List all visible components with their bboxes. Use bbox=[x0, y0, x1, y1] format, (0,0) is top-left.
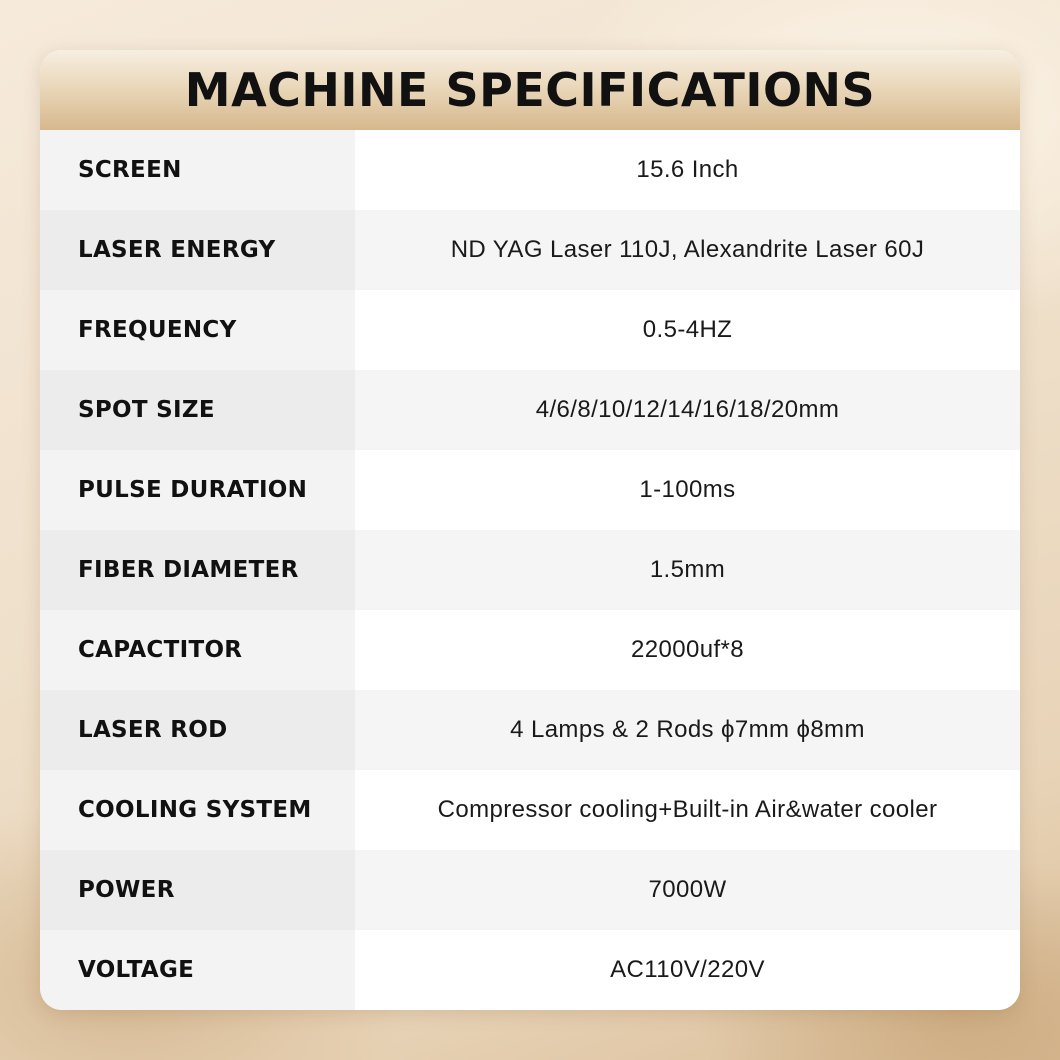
spec-row-spot-size bbox=[40, 370, 1020, 450]
spec-value: 7000W bbox=[355, 850, 1020, 930]
spec-value: 4/6/8/10/12/14/16/18/20mm bbox=[355, 370, 1020, 450]
spec-row-laser-energy bbox=[40, 210, 1020, 290]
spec-row-power bbox=[40, 850, 1020, 930]
spec-label: POWER bbox=[40, 850, 355, 930]
spec-row-voltage bbox=[40, 930, 1020, 1010]
spec-label: LASER ENERGY bbox=[40, 210, 355, 290]
page-title: MACHINE SPECIFICATIONS bbox=[184, 63, 876, 117]
spec-label: SCREEN bbox=[40, 130, 355, 210]
spec-label: FIBER DIAMETER bbox=[40, 530, 355, 610]
spec-row-cooling-system bbox=[40, 770, 1020, 850]
spec-value: 1.5mm bbox=[355, 530, 1020, 610]
spec-value: Compressor cooling+Built-in Air&water cooler bbox=[355, 770, 1020, 850]
spec-row-frequency bbox=[40, 290, 1020, 370]
spec-value: AC110V/220V bbox=[355, 930, 1020, 1010]
spec-label: COOLING SYSTEM bbox=[40, 770, 355, 850]
spec-label: FREQUENCY bbox=[40, 290, 355, 370]
spec-label: SPOT SIZE bbox=[40, 370, 355, 450]
spec-label: VOLTAGE bbox=[40, 930, 355, 1010]
spec-label: PULSE DURATION bbox=[40, 450, 355, 530]
spec-table bbox=[40, 130, 1020, 1010]
spec-value: 1-100ms bbox=[355, 450, 1020, 530]
spec-label: CAPACTITOR bbox=[40, 610, 355, 690]
spec-card bbox=[40, 50, 1020, 1010]
spec-label: LASER ROD bbox=[40, 690, 355, 770]
spec-row-capacitor bbox=[40, 610, 1020, 690]
spec-value: 15.6 Inch bbox=[355, 130, 1020, 210]
spec-header bbox=[40, 50, 1020, 130]
spec-row-pulse-duration bbox=[40, 450, 1020, 530]
spec-row-screen bbox=[40, 130, 1020, 210]
spec-value: 22000uf*8 bbox=[355, 610, 1020, 690]
spec-value: 0.5-4HZ bbox=[355, 290, 1020, 370]
spec-value: 4 Lamps & 2 Rods ϕ7mm ϕ8mm bbox=[355, 690, 1020, 770]
spec-row-laser-rod bbox=[40, 690, 1020, 770]
spec-row-fiber-diameter bbox=[40, 530, 1020, 610]
spec-value: ND YAG Laser 110J, Alexandrite Laser 60J bbox=[355, 210, 1020, 290]
